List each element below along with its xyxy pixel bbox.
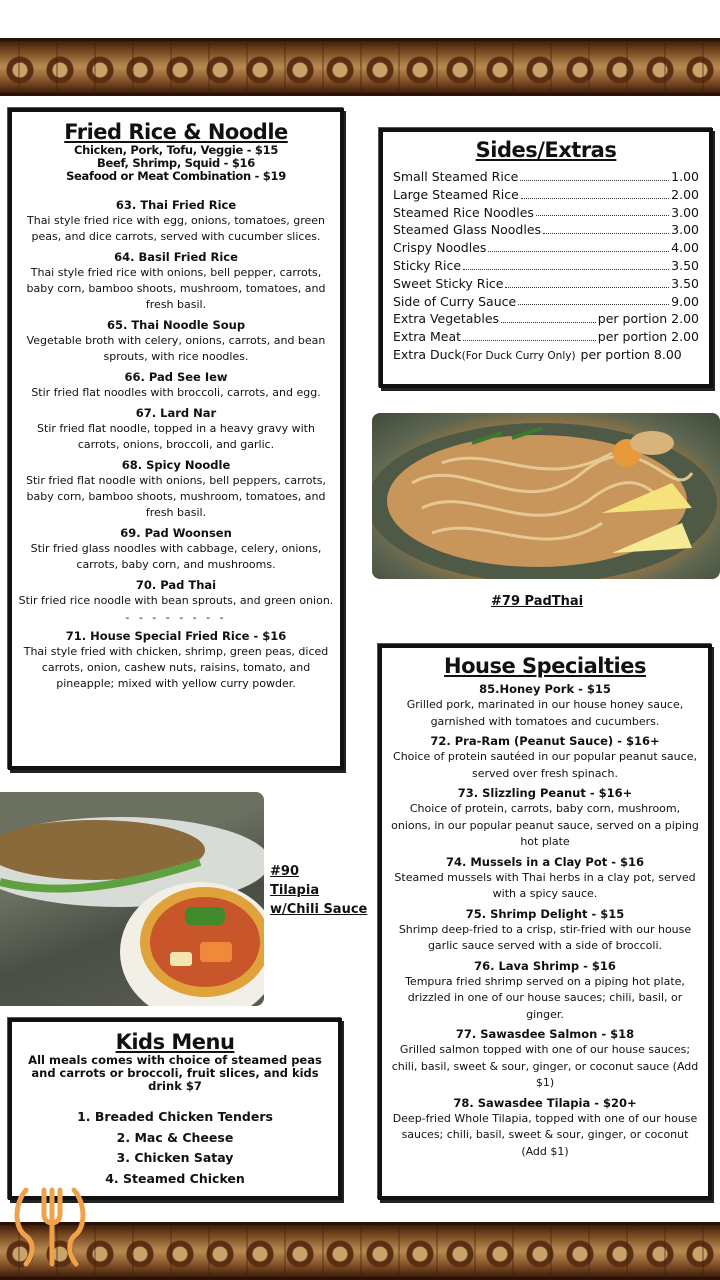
menu-item-name: 85.Honey Pork - $15 (479, 682, 611, 696)
dot-leader (501, 310, 596, 323)
side-name (393, 168, 518, 186)
side-name-text: Large Steamed Rice (393, 186, 519, 202)
caption-line: Tilapia (270, 883, 320, 898)
side-name (393, 186, 519, 204)
sides-list (393, 168, 699, 366)
pad-thai-photo (372, 413, 720, 579)
kids-menu-item: 2. Mac & Cheese (116, 1129, 234, 1145)
dot-leader (536, 204, 669, 217)
side-row (393, 239, 699, 257)
side-price: 3.50 (671, 257, 699, 273)
menu-item-name: 69. Pad Woonsen (120, 526, 232, 540)
pad-thai-caption: #79 PadThai (491, 594, 584, 609)
side-row (393, 293, 699, 311)
menu-item-desc: Stir fried flat noodle with onions, bell peppers, carrots, baby corn, bamboo shoots, mushroom, tomatoes, and fresh basil. (25, 474, 327, 519)
menu-item-desc: Thai style fried rice with egg, onions, tomatoes, green peas, and dice carrots, served with cucumber slices. (27, 214, 325, 243)
side-name-text: Extra Meat (393, 329, 462, 345)
side-row (393, 275, 699, 293)
menu-item-desc: Stir fried flat noodle, topped in a heavy gravy with carrots, onions, broccoli, and garlic. (37, 422, 315, 451)
side-name (393, 293, 516, 311)
side-name (393, 204, 534, 222)
menu-item-name: 77. Sawasdee Salmon - $18 (455, 1027, 635, 1041)
side-name-text: Sticky Rice (393, 257, 462, 273)
dot-leader (463, 257, 669, 270)
side-name-text: Extra Vegetables (393, 311, 500, 327)
dot-leader (518, 293, 669, 306)
menu-item-desc: Vegetable broth with celery, onions, carrots, and bean sprouts, with rice noodles. (26, 334, 326, 363)
side-row (393, 186, 699, 204)
menu-item-name: 73. Slizzling Peanut - $16+ (457, 786, 633, 800)
side-price: per portion 8.00 (580, 346, 682, 362)
side-price: per portion 2.00 (597, 311, 699, 327)
side-name-text: Small Steamed Rice (393, 169, 519, 184)
side-price: 3.50 (671, 275, 699, 291)
side-row (393, 204, 699, 222)
side-name-text: Extra Duck (393, 346, 462, 362)
side-name (393, 346, 576, 366)
side-name (393, 328, 461, 346)
menu-item-name: 74. Mussels in a Clay Pot - $16 (445, 854, 645, 869)
menu-item-name: 75. Shrimp Delight - $15 (465, 906, 625, 921)
decorative-border-top (0, 38, 720, 96)
menu-item-desc: Choice of protein sautéed in our popular peanut sauce, served over fresh spinach. (393, 750, 697, 780)
side-name-text: Steamed Rice Noodles (393, 204, 534, 220)
menu-item-desc: Grilled salmon topped with one of our house sauces; chili, basil, sweet & sour, ginger, or coconut sauce (Add $1) (391, 1043, 699, 1089)
dot-leader (520, 168, 669, 181)
menu-item-desc: Stir fried flat noodles with broccoli, carrots, and egg. (31, 386, 321, 399)
side-row (393, 221, 699, 239)
side-price: 4.00 (671, 240, 699, 256)
menu-item-name: 68. Spicy Noodle (121, 458, 231, 472)
side-price: per portion 2.00 (597, 329, 699, 345)
side-name (393, 275, 503, 293)
restaurant-logo-icon (12, 1184, 92, 1270)
menu-item-name: 67. Lard Nar (135, 406, 217, 420)
menu-item-desc: Steamed mussels with Thai herbs in a clay pot, served with a spicy sauce. (394, 870, 696, 900)
divider: - - - - - - - - (125, 611, 227, 624)
side-price: 2.00 (671, 186, 699, 202)
menu-item-name: 71. House Special Fried Rice - $16 (65, 629, 287, 643)
side-row (393, 310, 699, 328)
kids-menu-item: 3. Chicken Satay (116, 1150, 234, 1165)
tilapia-caption (270, 862, 367, 919)
menu-item-name: 72. Pra-Ram (Peanut Sauce) - $16+ (430, 734, 660, 748)
menu-item-desc: Thai style fried rice with onions, bell pepper, carrots, baby corn, bamboo shoots, mushroom, tomatoes, and fresh basil. (26, 266, 326, 311)
side-name (393, 257, 461, 275)
section-title: Fried Rice & Noodle (64, 120, 288, 144)
side-row (393, 168, 699, 186)
section-title: Sides/Extras (475, 138, 617, 162)
section-title: Kids Menu (115, 1030, 235, 1054)
side-name-text: Steamed Glass Noodles (393, 222, 542, 238)
section-title: House Specialties (444, 654, 646, 678)
side-name (393, 310, 499, 328)
menu-item-desc: Thai style fried with chicken, shrimp, green peas, diced carrots, onion, cashew nuts, raisins, tomato, and pineapple; mixed with yellow curry powder. (23, 645, 329, 690)
side-name-text: Sweet Sticky Rice (393, 275, 504, 291)
dot-leader (488, 239, 669, 252)
kids-menu-subtitle: All meals comes with choice of steamed peas and carrots or broccoli, fruit slices, and kids drink $7 (28, 1053, 322, 1093)
caption-line: #90 (270, 864, 299, 879)
dot-leader (463, 328, 596, 341)
kids-menu-item: 1. Breaded Chicken Tenders (77, 1109, 273, 1124)
side-name (393, 221, 541, 239)
sides-extras-section (379, 128, 713, 388)
decorative-border-bottom (0, 1222, 720, 1280)
kids-menu-section (8, 1018, 342, 1200)
side-row (393, 328, 699, 346)
side-price: 3.00 (671, 204, 699, 220)
menu-item-desc: Stir fried glass noodles with cabbage, celery, onions, carrots, baby corn, and mushrooms. (30, 542, 322, 571)
menu-item-desc: Grilled pork, marinated in our house honey sauce, garnished with tomatoes and cucumbers. (406, 698, 684, 728)
house-specialties-section (378, 644, 712, 1200)
menu-item-name: 65. Thai Noodle Soup (106, 318, 246, 332)
price-line: Seafood or Meat Combination - $19 (66, 169, 286, 183)
caption-line: w/Chili Sauce (270, 902, 368, 917)
side-name-text: Side of Curry Sauce (393, 293, 517, 309)
fried-rice-noodle-section (8, 108, 344, 770)
menu-item-name: 70. Pad Thai (135, 578, 217, 592)
menu-item-desc: Tempura fried shrimp served on a piping hot plate, drizzled in one of our house sauces; chili, basil, or ginger. (405, 974, 685, 1021)
menu-item-name: 76. Lava Shrimp - $16 (474, 958, 616, 973)
tilapia-photo (0, 792, 264, 1006)
kids-menu-item: 4. Steamed Chicken (105, 1170, 245, 1186)
dot-leader (505, 275, 669, 288)
menu-item-desc: Choice of protein, carrots, baby corn, mushroom, onions, in our popular peanut sauce, served on a piping hot plate (391, 802, 699, 848)
menu-item-name: 78. Sawasdee Tilapia - $20+ (453, 1095, 637, 1110)
side-price: 3.00 (671, 222, 699, 238)
side-name (393, 239, 486, 257)
side-price: 1.00 (671, 169, 699, 184)
menu-item-name: 66. Pad See Iew (124, 370, 228, 384)
side-name-text: Crispy Noodles (393, 240, 487, 256)
price-line: Chicken, Pork, Tofu, Veggie - $15 (73, 143, 279, 157)
tilapia-illustration (0, 792, 264, 1006)
menu-item-name: 64. Basil Fried Rice (114, 250, 238, 264)
menu-item-desc: Shrimp deep-fried to a crisp, stir-fried with our house garlic sauce served with a side of broccoli. (398, 922, 692, 952)
dot-leader (521, 186, 669, 199)
side-note: (For Duck Curry Only) (461, 349, 576, 362)
price-line: Beef, Shrimp, Squid - $16 (97, 156, 255, 170)
dot-leader (543, 221, 669, 234)
menu-item-name: 63. Thai Fried Rice (115, 198, 237, 212)
side-price: 9.00 (671, 293, 699, 309)
menu-item-desc: Deep-fried Whole Tilapia, topped with one of our house sauces; chili, basil, sweet & sour, ginger, or coconut (Add $1) (392, 1111, 698, 1158)
side-row (393, 346, 699, 366)
side-row (393, 257, 699, 275)
menu-item-desc: Stir fried rice noodle with bean sprouts, and green onion. (18, 594, 334, 607)
pad-thai-illustration (372, 413, 720, 579)
